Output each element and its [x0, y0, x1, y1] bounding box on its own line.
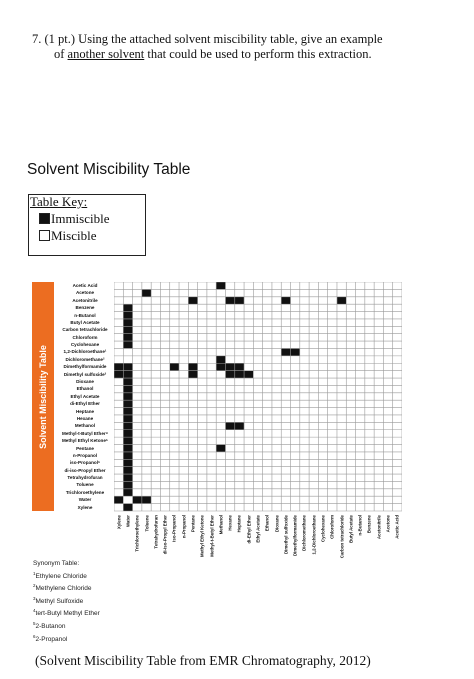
immiscible-cell — [114, 496, 123, 503]
side-title-bar — [32, 282, 54, 511]
immiscible-cell — [216, 356, 225, 363]
column-label: Hexane — [227, 515, 233, 531]
column-label: Methyl Ethyl Ketone — [199, 515, 205, 557]
row-label: Dioxane — [76, 379, 94, 385]
row-label: n-Propanol — [72, 452, 98, 458]
key-miscible-label: Miscible — [51, 228, 97, 243]
immiscible-cell — [123, 489, 132, 496]
immiscible-cell — [216, 282, 225, 289]
row-label: Toluene — [76, 482, 94, 488]
synonym-items — [33, 569, 100, 645]
column-label: Benzene — [366, 515, 372, 534]
source-caption: (Solvent Miscibility Table from EMR Chromatography, 2012) — [35, 653, 371, 668]
column-label: Acetone — [385, 515, 391, 533]
immiscible-cell — [123, 341, 132, 348]
miscibility-grid — [114, 282, 402, 512]
row-label: Xylene — [77, 504, 93, 510]
immiscible-cell — [244, 371, 253, 378]
column-labels — [114, 514, 402, 559]
immiscible-cell — [142, 289, 151, 296]
immiscible-cell — [123, 459, 132, 466]
column-label: Heptane — [236, 515, 242, 533]
immiscible-cell — [188, 363, 197, 370]
row-label: n-Butanol — [74, 312, 96, 318]
row-label: Heptane — [75, 408, 95, 414]
row-label: Dimethyl sulfoxide³ — [63, 371, 107, 377]
synonym-item: $^3$Methyl Sulfoxide — [33, 595, 84, 605]
immiscible-cell — [123, 504, 132, 511]
table-key-box — [28, 194, 146, 256]
immiscible-cell — [123, 334, 132, 341]
immiscible-cell — [114, 363, 123, 370]
row-label: Benzene — [75, 305, 95, 311]
row-label: Chloroform — [72, 334, 98, 340]
column-label: Water — [125, 515, 131, 528]
column-label: di-Ethyl Ether — [246, 515, 252, 544]
column-label: iso-Propanol — [171, 515, 177, 542]
question-line-2 — [32, 47, 464, 62]
immiscible-cell — [225, 422, 234, 429]
immiscible-cell — [133, 496, 142, 503]
column-label: Toluene — [144, 515, 149, 532]
column-label: Methyl-t-Butyl Ether — [209, 515, 215, 557]
immiscible-cell — [235, 422, 244, 429]
row-label: Pentane — [76, 445, 94, 451]
question-text — [32, 32, 464, 62]
immiscible-cell — [188, 297, 197, 304]
row-label: 1,2-Dichloroethane¹ — [63, 349, 107, 355]
immiscible-cell — [235, 363, 244, 370]
immiscible-cell — [123, 304, 132, 311]
key-miscible-row — [39, 229, 97, 243]
column-label: Methanol — [218, 515, 224, 535]
row-label: Acetic Acid — [72, 283, 98, 288]
key-immiscible-row — [39, 212, 110, 226]
row-label: iso-Propanol⁶ — [69, 460, 101, 466]
row-label: di-iso-Propyl Ether — [64, 467, 106, 473]
row-label: Methanol — [74, 423, 96, 429]
immiscible-cell — [142, 496, 151, 503]
immiscible-cell — [123, 422, 132, 429]
row-label: Acetone — [75, 290, 95, 296]
question-underlined: another solvent — [67, 47, 145, 61]
immiscible-cell — [281, 348, 290, 355]
immiscible-cell — [337, 297, 346, 304]
immiscible-cell — [188, 371, 197, 378]
column-label: Tetrahydrofuran — [153, 515, 159, 549]
immiscible-cell — [235, 371, 244, 378]
synonym-item: $^2$Methylene Chloride — [33, 583, 92, 593]
table-key-title: Table Key: — [30, 194, 88, 209]
immiscible-cell — [216, 445, 225, 452]
immiscible-cell — [281, 297, 290, 304]
row-label: Butyl Acetate — [70, 319, 100, 325]
immiscible-cell — [123, 467, 132, 474]
immiscible-cell — [291, 348, 300, 355]
row-label: Hexane — [76, 415, 94, 421]
column-label: Ethanol — [264, 515, 270, 532]
miscible-swatch — [39, 230, 50, 241]
synonym-item: $^4$tert-Butyl Methyl Ether — [33, 608, 100, 618]
immiscible-cell — [170, 363, 179, 370]
row-label: Dichloromethane² — [65, 356, 105, 362]
immiscible-cell — [123, 415, 132, 422]
column-label: Trichloroethylene — [134, 515, 140, 552]
immiscible-cell — [123, 319, 132, 326]
column-label: Acetonitrile — [376, 515, 382, 540]
column-label: 1,2-Dichloroethane — [311, 515, 317, 555]
side-title-text: Solvent Miscibility Table — [38, 344, 48, 449]
column-label: Dichloromethane — [301, 515, 307, 551]
row-label: Ethanol — [76, 386, 94, 392]
row-label: Trichloroethylene — [65, 489, 105, 495]
synonym-item: $^1$Ethylene Chloride — [33, 570, 87, 580]
column-label: di-iso-Propyl Ether — [162, 515, 168, 555]
row-label: Ethyl Acetate — [70, 393, 100, 399]
column-label: Dimethyl sulfoxide — [283, 515, 289, 555]
key-immiscible-label: Immiscible — [51, 211, 110, 226]
row-label: Dimethylformamide — [63, 364, 107, 370]
immiscible-swatch — [39, 213, 50, 224]
column-label: Acetic Acid — [394, 515, 400, 539]
column-label: n-Butanol — [357, 515, 363, 536]
immiscible-cell — [123, 371, 132, 378]
synonym-item: $^5$2-Butanon — [33, 621, 66, 631]
row-label: Methyl Ethyl Ketone⁵ — [61, 438, 109, 444]
immiscible-cell — [114, 371, 123, 378]
immiscible-cell — [123, 363, 132, 370]
row-label: Acetonitrile — [72, 297, 98, 303]
column-label: Xylene — [116, 515, 122, 530]
row-label: Cyclohexane — [70, 342, 100, 348]
column-label: Cyclohexane — [320, 515, 326, 543]
immiscible-cell — [123, 400, 132, 407]
row-label: Methyl-t-Butyl Ether⁴ — [62, 430, 108, 436]
immiscible-cell — [123, 445, 132, 452]
synonym-item: $^6$2-Propanol — [33, 633, 68, 643]
immiscible-cell — [123, 474, 132, 481]
column-label: Dimethylformamide — [292, 515, 298, 556]
immiscible-cell — [225, 363, 234, 370]
row-label: Water — [78, 497, 92, 503]
immiscible-cell — [123, 408, 132, 415]
synonym-heading: Synonym Table: — [33, 560, 80, 567]
immiscible-cell — [123, 312, 132, 319]
question-post: that could be used to perform this extraction. — [144, 47, 372, 61]
immiscible-cell — [225, 371, 234, 378]
immiscible-cell — [123, 385, 132, 392]
row-label: di-Ethyl Ether — [70, 401, 100, 407]
immiscible-cell — [123, 393, 132, 400]
immiscible-cell — [235, 297, 244, 304]
column-label: Butyl Acetate — [348, 515, 354, 543]
row-label: Carbon tetrachloride — [62, 327, 108, 333]
immiscible-cell — [123, 452, 132, 459]
immiscible-cell — [216, 363, 225, 370]
immiscible-cell — [123, 326, 132, 333]
row-label: Tetrahydrofuran — [67, 475, 103, 481]
column-label: Dioxane — [274, 515, 280, 533]
column-label: n-Propanol — [181, 515, 187, 539]
immiscible-cell — [123, 430, 132, 437]
immiscible-cell — [123, 437, 132, 444]
question-line-1: 7. (1 pt.) Using the attached solvent miscibility table, give an example — [32, 32, 383, 46]
column-label: Chloroform — [329, 515, 335, 539]
column-label: Pentane — [190, 515, 196, 533]
column-label: Carbon tetrachloride — [339, 515, 345, 559]
immiscible-cell — [225, 297, 234, 304]
section-title: Solvent Miscibility Table — [27, 161, 191, 178]
immiscible-cell — [123, 481, 132, 488]
question-pre: of — [54, 47, 68, 61]
synonym-table — [33, 559, 100, 644]
column-label: Ethyl Acetate — [255, 515, 261, 543]
immiscible-cell — [123, 378, 132, 385]
